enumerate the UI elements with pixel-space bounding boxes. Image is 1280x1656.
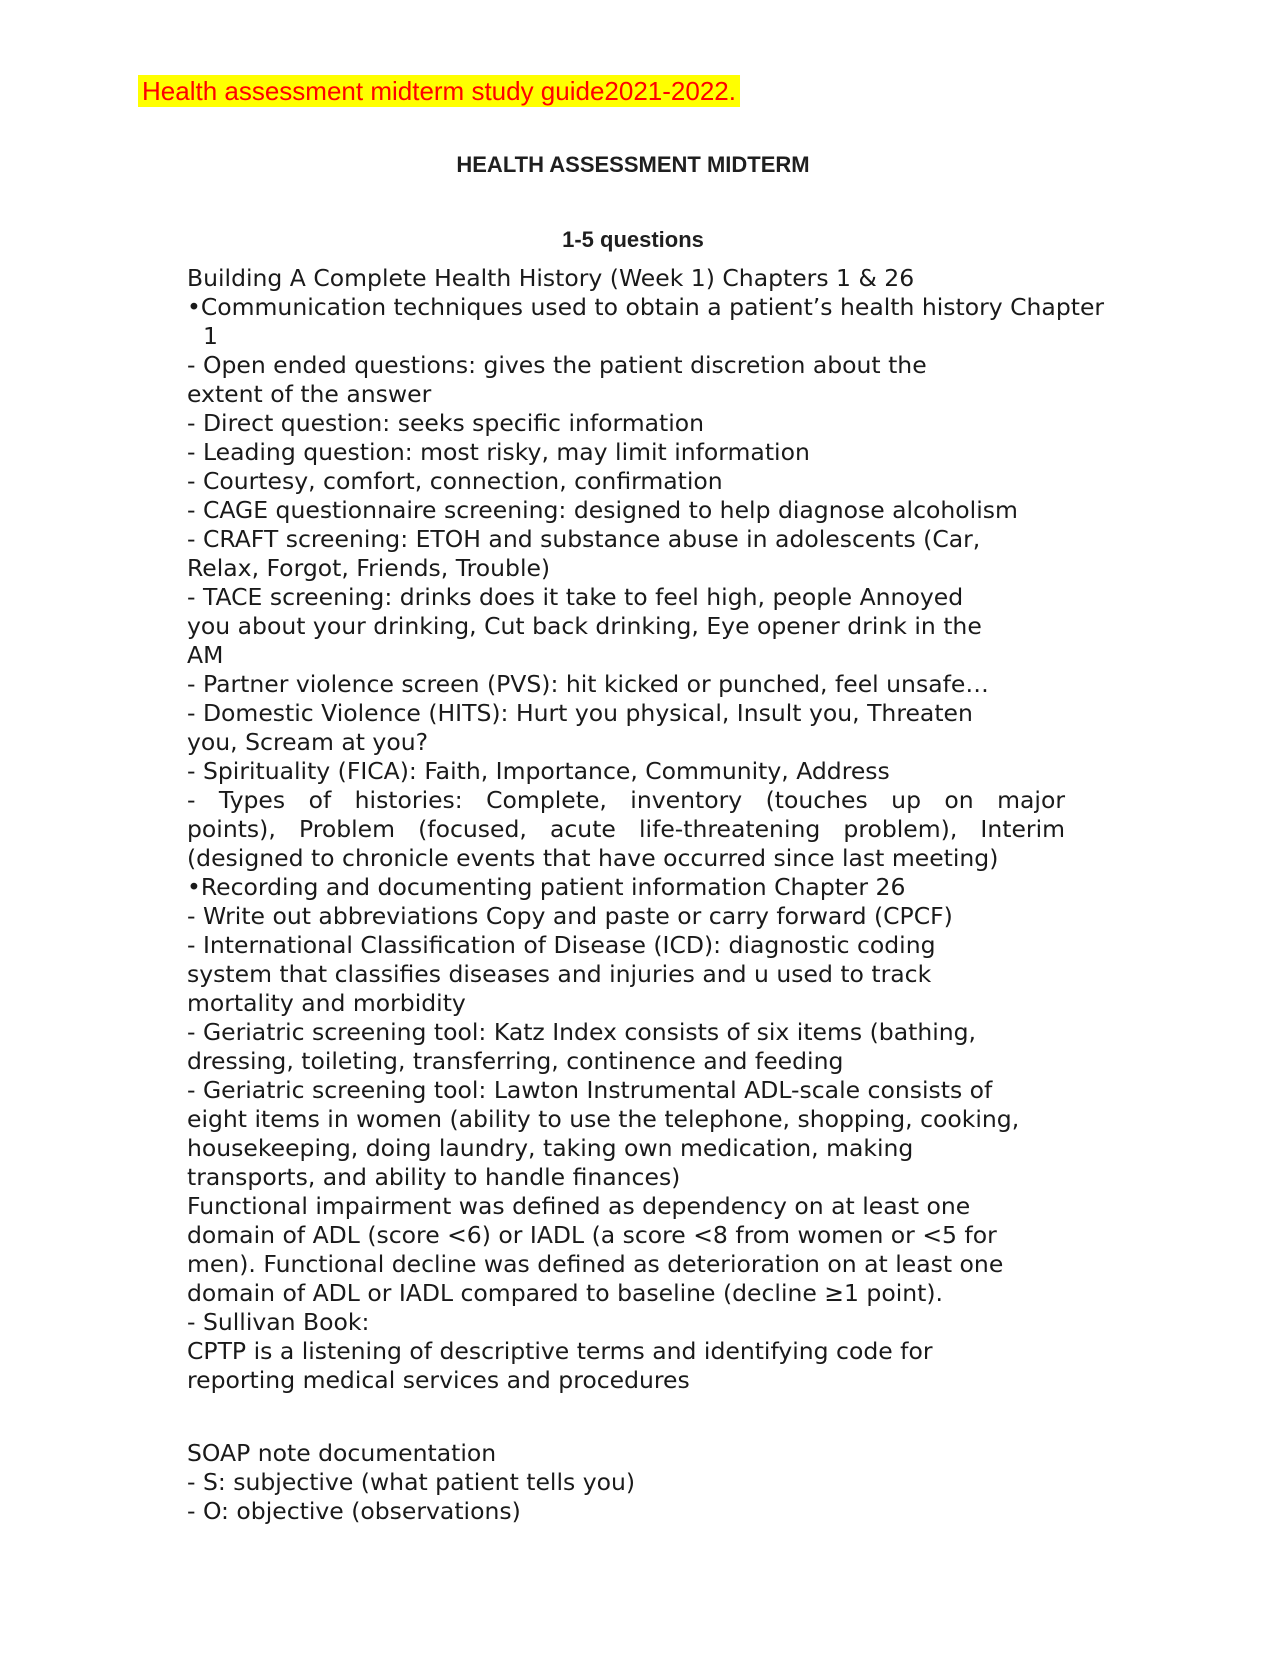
text-line: points), Problem (focused, acute life-threatening problem), Interim (187, 815, 1065, 843)
text-line: Functional impairment was defined as dependency on at least one (187, 1192, 971, 1220)
text-line: - Types of histories: Complete, inventory (touches up on major (187, 786, 1065, 814)
paragraph-gap (187, 1395, 1067, 1439)
text-line: - Open ended questions: gives the patient discretion about the (187, 351, 927, 379)
text-line: AM (187, 641, 224, 669)
text-line: - Geriatric screening tool: Katz Index consists of six items (bathing, (187, 1018, 977, 1046)
text-line: - International Classification of Disease (ICD): diagnostic coding (187, 931, 936, 959)
text-line: - TACE screening: drinks does it take to feel high, people Annoyed (187, 583, 964, 611)
text-line: •Communication techniques used to obtain a patient’s health history Chapter (187, 293, 1105, 321)
text-line: domain of ADL or IADL compared to baseline (decline ≥1 point). (187, 1279, 943, 1307)
text-line: - Sullivan Book: (187, 1308, 370, 1336)
text-line: - Direct question: seeks specific information (187, 409, 705, 437)
text-line: - O: objective (observations) (187, 1497, 521, 1525)
text-line: - Leading question: most risky, may limit information (187, 438, 810, 466)
document-subtitle: 1-5 questions (562, 227, 704, 252)
text-line: 1 (203, 322, 218, 350)
text-line: - Partner violence screen (PVS): hit kicked or punched, feel unsafe… (187, 670, 989, 698)
text-line: you about your drinking, Cut back drinking, Eye opener drink in the (187, 612, 982, 640)
text-line: dressing, toileting, transferring, continence and feeding (187, 1047, 844, 1075)
text-line: •Recording and documenting patient information Chapter 26 (187, 873, 906, 901)
document-body (187, 264, 1105, 1526)
soap-heading: SOAP note documentation (187, 1439, 497, 1467)
text-line: men). Functional decline was defined as deterioration on at least one (187, 1250, 1004, 1278)
text-line: you, Scream at you? (187, 728, 429, 756)
text-line: - Write out abbreviations Copy and paste or carry forward (CPCF) (187, 902, 953, 930)
text-line: reporting medical services and procedures (187, 1366, 690, 1394)
text-line: - Courtesy, comfort, connection, confirmation (187, 467, 723, 495)
text-line: - Domestic Violence (HITS): Hurt you physical, Insult you, Threaten (187, 699, 973, 727)
text-line: transports, and ability to handle finances) (187, 1163, 681, 1191)
text-line: system that classifies diseases and injuries and u used to track (187, 960, 932, 988)
text-line: - Spirituality (FICA): Faith, Importance, Community, Address (187, 757, 890, 785)
text-line: mortality and morbidity (187, 989, 466, 1017)
text-line: extent of the answer (187, 380, 432, 408)
text-line: - CAGE questionnaire screening: designed to help diagnose alcoholism (187, 496, 1018, 524)
text-line: Relax, Forgot, Friends, Trouble) (187, 554, 551, 582)
text-line: domain of ADL (score <6) or IADL (a score <8 from women or <5 for (187, 1221, 997, 1249)
document-title: HEALTH ASSESSMENT MIDTERM (456, 152, 810, 177)
text-line: CPTP is a listening of descriptive terms and identifying code for (187, 1337, 933, 1365)
text-line: housekeeping, doing laundry, taking own medication, making (187, 1134, 914, 1162)
document-banner: Health assessment midterm study guide2021-2022. (138, 75, 740, 107)
text-line: Building A Complete Health History (Week 1) Chapters 1 & 26 (187, 264, 915, 292)
text-line: - CRAFT screening: ETOH and substance abuse in adolescents (Car, (187, 525, 981, 553)
text-line: - Geriatric screening tool: Lawton Instrumental ADL-scale consists of (187, 1076, 993, 1104)
text-line: (designed to chronicle events that have occurred since last meeting) (187, 844, 999, 872)
text-line: - S: subjective (what patient tells you) (187, 1468, 636, 1496)
text-line: eight items in women (ability to use the telephone, shopping, cooking, (187, 1105, 1020, 1133)
